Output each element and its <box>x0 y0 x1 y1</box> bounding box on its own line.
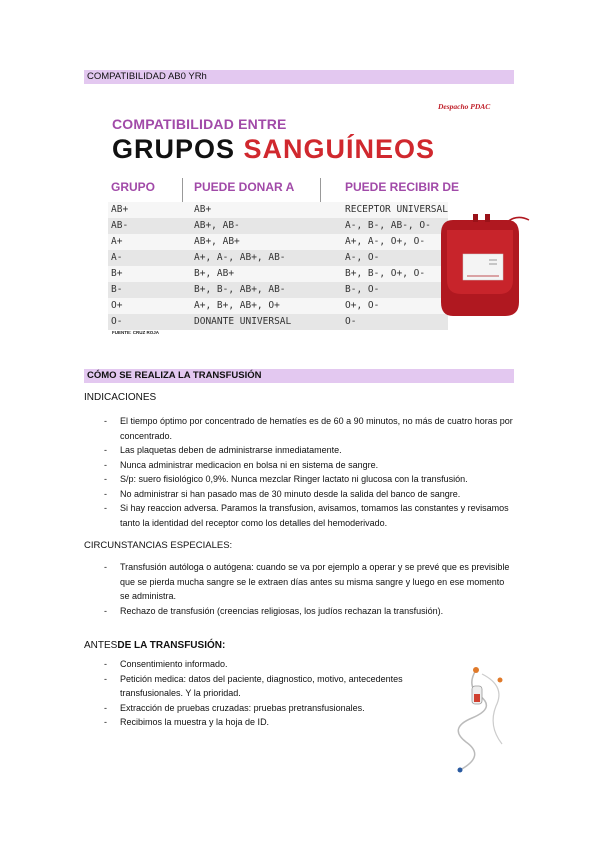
list-item <box>84 472 514 487</box>
dash-bullet: - <box>104 488 107 499</box>
list-item <box>84 715 414 730</box>
table-row <box>108 282 448 298</box>
title-black-part: GRUPOS <box>112 134 244 164</box>
list-item <box>84 657 414 672</box>
infographic-title-line1: COMPATIBILIDAD ENTRE <box>112 116 287 132</box>
table-row <box>108 266 448 282</box>
cell-donar: AB+ <box>194 204 212 215</box>
dash-bullet: - <box>104 445 107 455</box>
dash-bullet: - <box>104 562 107 572</box>
list-item <box>84 487 514 502</box>
list-item <box>84 501 514 530</box>
cell-donar: AB+, AB+ <box>194 236 240 247</box>
blood-bag-icon <box>433 210 531 320</box>
title-red-part: SANGUÍNEOS <box>243 134 436 164</box>
infographic-title-line2 <box>112 134 435 165</box>
dash-bullet: - <box>104 459 107 470</box>
dash-bullet: - <box>104 503 107 513</box>
cell-recibir: O- <box>345 316 357 327</box>
table-row <box>108 202 448 218</box>
cell-recibir: B+, B-, O+, O- <box>345 268 426 279</box>
list-item-text: El tiempo óptimo por concentrado de hematíes es de 60 a 90 minutos, no más de cuatro horas por concentrado. <box>120 416 513 441</box>
list-item-text: Extracción de pruebas cruzadas: pruebas pretransfusionales. <box>120 702 365 713</box>
cell-donar: A+, A-, AB+, AB- <box>194 252 286 263</box>
cell-recibir: A-, B-, AB-, O- <box>345 220 431 231</box>
cell-recibir: A+, A-, O+, O- <box>345 236 426 247</box>
cell-grupo: B- <box>111 284 123 295</box>
table-row <box>108 234 448 250</box>
table-row <box>108 218 448 234</box>
circunstancias-list <box>84 560 514 618</box>
list-item-text: Consentimiento informado. <box>120 659 228 669</box>
antes-heading <box>84 640 524 651</box>
column-header-recibir: PUEDE RECIBIR DE <box>345 180 460 194</box>
cell-donar: A+, B+, AB+, O+ <box>194 300 280 311</box>
table-row <box>108 314 448 330</box>
antes-list <box>84 657 414 730</box>
cell-grupo: O- <box>111 316 123 327</box>
dash-bullet: - <box>104 416 107 426</box>
cell-recibir: O+, O- <box>345 300 380 311</box>
column-header-donar: PUEDE DONAR A <box>194 180 295 194</box>
list-item <box>84 414 514 443</box>
compatibility-table <box>108 202 448 330</box>
indicaciones-list <box>84 414 514 530</box>
section-bar: CÓMO SE REALIZA LA TRANSFUSIÓN <box>84 369 514 383</box>
list-item-text: Las plaquetas deben de administrarse inmediatamente. <box>120 445 342 455</box>
list-item <box>84 560 514 604</box>
source-label: FUENTE: CRUZ ROJA <box>112 330 159 335</box>
cell-grupo: B+ <box>111 268 123 279</box>
cell-grupo: A+ <box>111 236 123 247</box>
dash-bullet: - <box>104 673 107 684</box>
list-item-text: S/p: suero fisiológico 0,9%. Nunca mezclar Ringer lactato ni glucosa con la transfusión. <box>120 474 468 484</box>
list-item <box>84 672 414 701</box>
cell-donar: DONANTE UNIVERSAL <box>194 316 292 327</box>
cell-recibir: RECEPTOR UNIVERSAL <box>345 204 448 215</box>
indicaciones-heading: INDICACIONES <box>84 392 157 403</box>
column-header-grupo: GRUPO <box>111 180 156 194</box>
iv-set-icon <box>436 666 516 776</box>
blood-compatibility-infographic <box>108 102 518 342</box>
list-item-text: Rechazo de transfusión (creencias religiosas, los judíos rechazan la transfusión). <box>120 605 444 616</box>
dash-bullet: - <box>104 474 107 484</box>
list-item <box>84 701 414 716</box>
cell-grupo: A- <box>111 252 123 263</box>
despacho-label: Despacho PDAC <box>438 102 491 111</box>
list-item-text: No administrar si han pasado mas de 30 minuto desde la salida del banco de sangre. <box>120 488 461 499</box>
table-row <box>108 250 448 266</box>
list-item-text: Nunca administrar medicacion en bolsa ni en sistema de sangre. <box>120 459 379 470</box>
cell-donar: B+, AB+ <box>194 268 235 279</box>
cell-grupo: AB+ <box>111 204 129 215</box>
circunstancias-heading: CIRCUNSTANCIAS ESPECIALES: <box>84 540 233 551</box>
list-item-text: Si hay reaccion adversa. Paramos la transfusion, avisamos, tomamos las constantes y revisamos tanto la identidad del receptor como los detalles del hemoderivado. <box>120 503 509 528</box>
list-item-text: Petición medica: datos del paciente, diagnostico, motivo, antecedentes transfusionales. Y la prioridad. <box>120 673 403 698</box>
dash-bullet: - <box>104 605 107 616</box>
list-item <box>84 604 514 619</box>
dash-bullet: - <box>104 702 107 713</box>
antes-heading-bold: DE LA TRANSFUSIÓN: <box>117 640 226 651</box>
header-bar: COMPATIBILIDAD AB0 YRh <box>84 70 514 84</box>
cell-grupo: AB- <box>111 220 129 231</box>
cell-grupo: O+ <box>111 300 123 311</box>
cell-recibir: A-, O- <box>345 252 380 263</box>
list-item <box>84 458 514 473</box>
table-row <box>108 298 448 314</box>
cell-donar: B+, B-, AB+, AB- <box>194 284 286 295</box>
cell-donar: AB+, AB- <box>194 220 240 231</box>
list-item <box>84 443 514 458</box>
dash-bullet: - <box>104 659 107 669</box>
cell-recibir: B-, O- <box>345 284 380 295</box>
dash-bullet: - <box>104 717 107 727</box>
list-item-text: Transfusión autóloga o autógena: cuando se va por ejemplo a operar y se prevé que es previsible que se pierda mucha sangre se le extraen días antes su misma sangre y luego en ese momento se administra. <box>120 562 510 601</box>
list-item-text: Recibimos la muestra y la hoja de ID. <box>120 717 270 727</box>
antes-heading-prefix: ANTES <box>84 640 118 651</box>
